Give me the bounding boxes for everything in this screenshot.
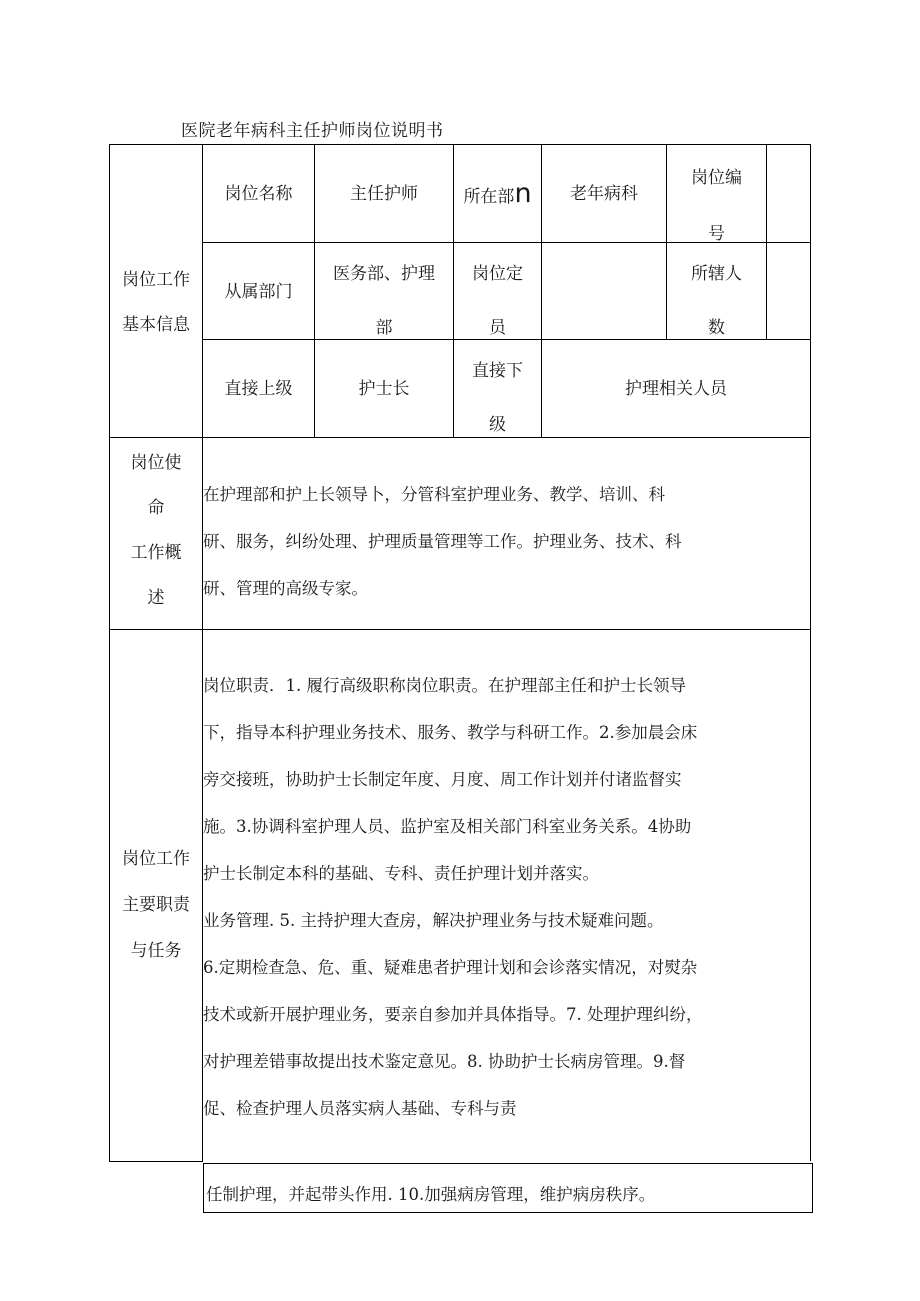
- mission-text: 在护理部和护上长领导卜，分管科室护理业务、教学、培训、科 研、服务，纠纷处理、护理质量管理等工作。护理业务、技术、科 研、管理的高级专家。: [203, 485, 682, 598]
- post-name-label: 岗位名称: [224, 184, 293, 204]
- document-title: 医院老年病科主任护师岗位说明书: [181, 121, 444, 141]
- affiliated-dept-label: 从属部门: [224, 282, 293, 302]
- headcount-label: 岗位定 员: [472, 264, 523, 338]
- direct-superior-label: 直接上级: [224, 379, 293, 399]
- direct-subordinate-value: 护理相关人员: [625, 379, 727, 399]
- direct-superior-value: 护士长: [358, 379, 410, 399]
- affiliated-dept-value: 医务部、护理 部: [333, 264, 435, 338]
- post-number-label: 岗位编 号: [691, 168, 742, 244]
- post-name-value: 主任护师: [350, 184, 418, 204]
- department-value: 老年病科: [570, 184, 638, 204]
- subordinates-label: 所辖人 数: [691, 264, 742, 338]
- duties-section-label: 岗位工作 主要职责 与任务: [122, 849, 190, 961]
- mission-section-label: 岗位使 命 工作概 述: [130, 453, 182, 608]
- duties-continuation: 任制护理，并起带头作用. 10.加强病房管理，维护病房秩序。: [206, 1185, 656, 1204]
- basic-info-section-label: 岗位工作 基本信息: [122, 270, 190, 335]
- department-label: 所在部n: [463, 178, 532, 209]
- direct-subordinate-label: 直接下 级: [472, 361, 523, 435]
- duties-text: 岗位职责．1. 履行高级职称岗位职责。在护理部主任和护士长领导 下，指导本科护理业务技术、服务、教学与科研工作。2.参加晨会床 旁交接班，协助护士长制定年度、月度、周工作计划并付诸监督实 施。3.协调科室护理人员、监护室及相关部门科室业务关系。4协助 护士长制定本科的基础、专科、责任护理计划并落实。 业务管理. 5. 主持护理大查房，解决护理业务与技术疑难问题。 6.定期检查急、危、重、疑难患者护理计划和会诊落实情况，对熨杂 技术或新开展护理业务，要亲自参加并具体指导。7. 处理护理纠纷， 对护理差错事故提出技术鉴定意见。8. 协助护士长病房管理。9.督 促、检查护理人员落实病人基础、专科与责: [203, 676, 703, 1118]
